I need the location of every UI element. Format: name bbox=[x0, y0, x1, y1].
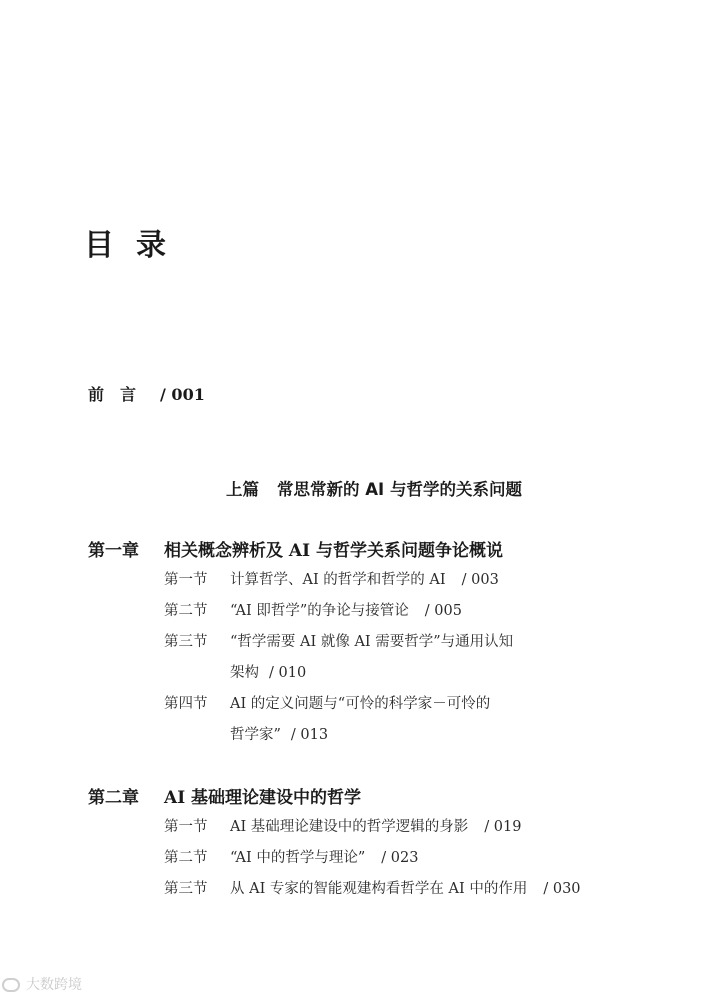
watermark bbox=[2, 975, 82, 995]
toc-title: 目录 bbox=[84, 228, 188, 263]
section-label: 第二节 bbox=[164, 603, 208, 619]
section-title: “AI 即哲学”的争论与接管论 bbox=[230, 603, 409, 619]
section-page: / 019 bbox=[484, 819, 522, 835]
chapter-label: 第一章 bbox=[88, 541, 139, 561]
chapter-label: 第二章 bbox=[88, 788, 139, 808]
section-page: / 030 bbox=[543, 881, 581, 897]
chapter-1-section-4-continued[interactable] bbox=[230, 724, 328, 746]
preface-page: / 001 bbox=[160, 385, 205, 404]
chapter-1-section-3[interactable] bbox=[164, 631, 513, 653]
section-label: 第四节 bbox=[164, 696, 208, 712]
section-title: 从 AI 专家的智能观建构看哲学在 AI 中的作用 bbox=[230, 881, 528, 897]
section-label: 第一节 bbox=[164, 819, 208, 835]
chapter-1-heading[interactable] bbox=[88, 539, 503, 563]
section-page: / 003 bbox=[461, 572, 499, 588]
section-page: / 013 bbox=[290, 727, 329, 743]
section-page: / 010 bbox=[269, 665, 307, 681]
section-title-continued: 架构 bbox=[230, 665, 259, 681]
section-title-continued: 哲学家” bbox=[230, 727, 281, 743]
part-heading bbox=[0, 478, 708, 502]
chapter-1-section-3-continued[interactable] bbox=[230, 662, 306, 684]
section-label: 第一节 bbox=[164, 572, 208, 588]
chapter-1-section-4[interactable] bbox=[164, 693, 490, 715]
chapter-title: 相关概念辨析及 AI 与哲学关系问题争论概说 bbox=[164, 541, 503, 561]
section-label: 第二节 bbox=[164, 850, 208, 866]
brand-logo-icon bbox=[2, 978, 20, 992]
section-title: 计算哲学、AI 的哲学和哲学的 AI bbox=[230, 572, 446, 588]
section-page: / 005 bbox=[424, 603, 462, 619]
section-label: 第三节 bbox=[164, 881, 208, 897]
chapter-1-section-1[interactable] bbox=[164, 569, 499, 591]
part-label: 上篇 bbox=[226, 480, 260, 499]
section-label: 第三节 bbox=[164, 634, 208, 650]
chapter-2-section-1[interactable] bbox=[164, 816, 521, 838]
chapter-2-heading[interactable] bbox=[88, 786, 361, 810]
section-page: / 023 bbox=[381, 850, 419, 866]
preface-label: 前言 bbox=[88, 385, 153, 404]
section-title: “哲学需要 AI 就像 AI 需要哲学”与通用认知 bbox=[230, 634, 514, 650]
chapter-1-section-2[interactable] bbox=[164, 600, 462, 622]
chapter-2-section-3[interactable] bbox=[164, 878, 581, 900]
watermark-text: 大数跨境 bbox=[26, 977, 82, 993]
chapter-2-section-2[interactable] bbox=[164, 847, 418, 869]
preface-entry[interactable] bbox=[88, 384, 205, 406]
chapter-title: AI 基础理论建设中的哲学 bbox=[164, 788, 362, 808]
section-title: AI 的定义问题与“可怜的科学家－可怜的 bbox=[230, 696, 491, 712]
part-title: 常思常新的 AI 与哲学的关系问题 bbox=[277, 480, 522, 499]
section-title: AI 基础理论建设中的哲学逻辑的身影 bbox=[230, 819, 469, 835]
section-title: “AI 中的哲学与理论” bbox=[230, 850, 366, 866]
